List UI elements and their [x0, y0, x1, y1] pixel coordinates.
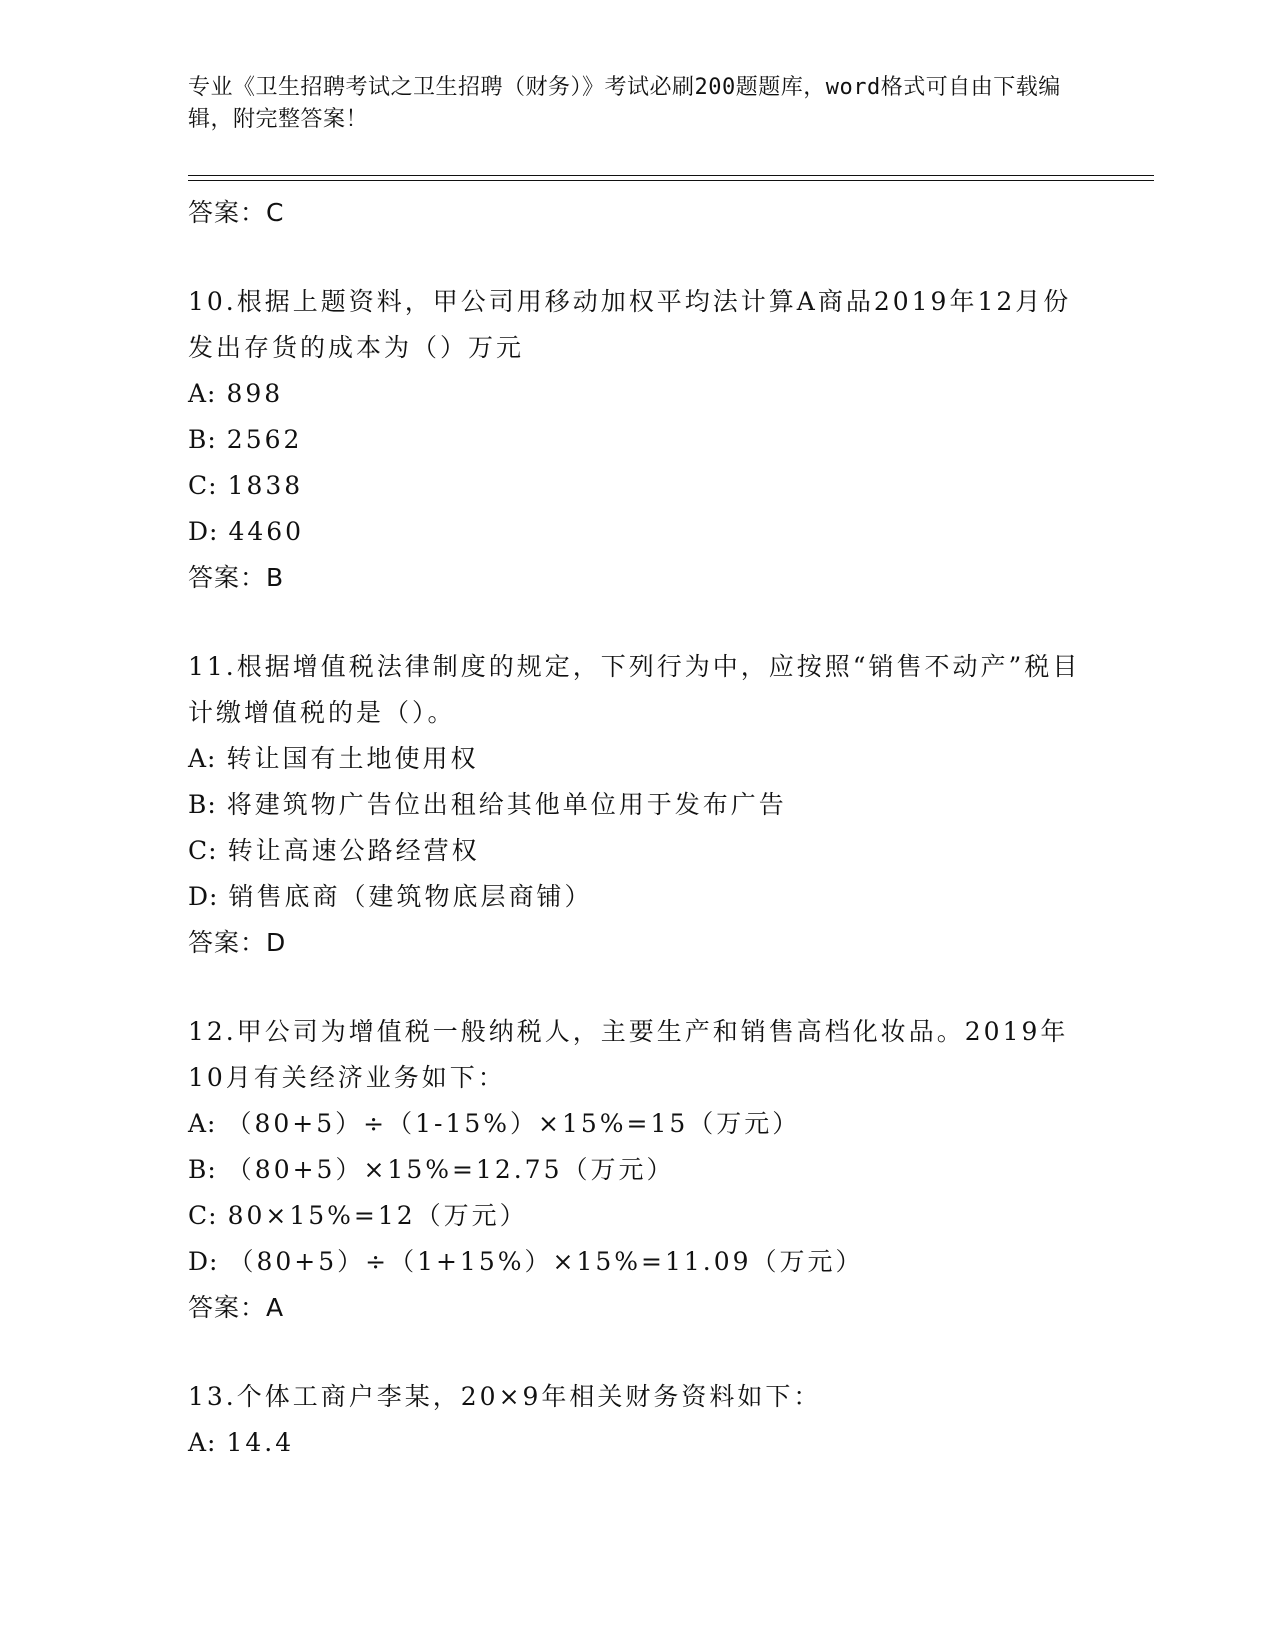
option-d — [188, 874, 1088, 920]
option-letter: A: — [188, 744, 217, 773]
option-text: 将建筑物广告位出租给其他单位用于发布广告 — [226, 790, 787, 819]
option-text: 4460 — [228, 517, 305, 546]
option-letter: C: — [188, 836, 218, 865]
option-d — [188, 509, 1088, 555]
option-a — [188, 1420, 1088, 1466]
option-letter: D: — [188, 1247, 219, 1276]
question-13 — [188, 1374, 1088, 1466]
option-a — [188, 736, 1088, 782]
option-d — [188, 1239, 1088, 1285]
option-a — [188, 371, 1088, 417]
question-10 — [188, 279, 1088, 601]
option-text: 14.4 — [226, 1428, 295, 1457]
answer-line: 答案：B — [188, 563, 285, 592]
option-b — [188, 417, 1088, 463]
option-letter: D: — [188, 882, 219, 911]
option-letter: B: — [188, 1155, 217, 1184]
option-text: （80+5）÷（1-15%）×15%=15（万元） — [226, 1109, 801, 1138]
option-text: 2562 — [226, 425, 303, 454]
header-intro: 专业《卫生招聘考试之卫生招聘（财务）》考试必刷200题题库，word格式可自由下载编辑，附完整答案！ — [188, 75, 1061, 132]
previous-answer: 答案：C — [188, 198, 285, 227]
question-stem: 11.根据增值税法律制度的规定，下列行为中，应按照“销售不动产”税目计缴增值税的是（）。 — [188, 652, 1081, 727]
question-stem: 10.根据上题资料，甲公司用移动加权平均法计算A商品2019年12月份发出存货的成本为（）万元 — [188, 287, 1072, 362]
question-list — [188, 190, 1088, 1466]
option-text: 销售底商（建筑物底层商铺） — [228, 882, 593, 911]
option-text: 898 — [226, 379, 284, 408]
option-b — [188, 1147, 1088, 1193]
option-letter: A: — [188, 1109, 217, 1138]
option-letter: C: — [188, 471, 218, 500]
option-text: 80×15%=12（万元） — [227, 1201, 528, 1230]
question-stem: 13.个体工商户李某，20×9年相关财务资料如下： — [188, 1382, 822, 1411]
option-letter: B: — [188, 790, 217, 819]
option-letter: D: — [188, 517, 219, 546]
option-c — [188, 828, 1088, 874]
answer-line: 答案：A — [188, 1293, 285, 1322]
option-text: 转让国有土地使用权 — [226, 744, 479, 773]
document-header — [188, 72, 1068, 136]
question-12 — [188, 1009, 1088, 1331]
answer-line: 答案：D — [188, 928, 287, 957]
option-letter: A: — [188, 1428, 217, 1457]
option-letter: B: — [188, 425, 217, 454]
option-letter: C: — [188, 1201, 218, 1230]
question-stem: 12.甲公司为增值税一般纳税人，主要生产和销售高档化妆品。2019年10月有关经济业务如下： — [188, 1017, 1069, 1092]
option-text: （80+5）÷（1+15%）×15%=11.09（万元） — [228, 1247, 864, 1276]
header-rule-top — [188, 175, 1154, 176]
option-b — [188, 782, 1088, 828]
option-c — [188, 463, 1088, 509]
option-text: 1838 — [227, 471, 304, 500]
question-11 — [188, 644, 1088, 966]
option-text: （80+5）×15%=12.75（万元） — [226, 1155, 675, 1184]
option-text: 转让高速公路经营权 — [227, 836, 480, 865]
option-c — [188, 1193, 1088, 1239]
option-letter: A: — [188, 379, 217, 408]
option-a — [188, 1101, 1088, 1147]
header-rule-bottom — [188, 180, 1154, 181]
